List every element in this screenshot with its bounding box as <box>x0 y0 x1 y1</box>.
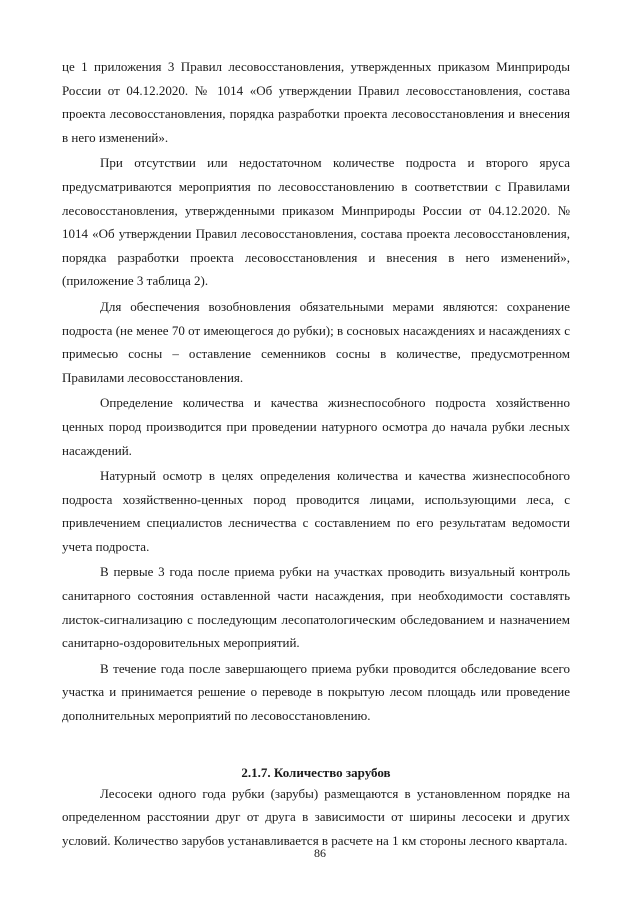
section-heading: 2.1.7. Количество зарубов <box>241 764 391 780</box>
paragraph-final-survey: В течение года после завершающего приема рубки проводится обследование всего участка и принимается решение о переводе в покрытую лесом площадь или проведение дополнительных мероприятий по лесовосстановлению. <box>62 660 570 724</box>
paragraph-reforestation-measures: При отсутствии или недостаточном количестве подроста и второго яруса предусматриваются мероприятия по лесовосстановлению в соответствии с Правилами лесовосстановления, утвержденными приказом Минприроды России от 04.12.2020. № 1014 «Об утверждении Правил лесовосстановления, состава проекта лесовосстановления, порядка разработки проекта лесовосстановления и внесения в него изменений», (приложение 3 таблица 2). <box>62 155 570 289</box>
paragraph-continuation: це 1 приложения 3 Правил лесовосстановления, утвержденных приказом Минприроды России от 04.12.2020. № 1014 «Об утверждении Правил лесовосстановления, состава проекта лесовосстановления, порядка разработки проекта лесовосстановления и внесения в него изменений». <box>62 59 570 145</box>
paragraph-mandatory-measures: Для обеспечения возобновления обязательными мерами являются: сохранение подроста (не менее 70 от имеющегося до рубки); в сосновых насаждениях и насаждениях с примесью сосны – оставление семенников сосны в количестве, предусмотренном Правилами лесовосстановления. <box>62 298 570 385</box>
paragraph-field-inspection: Натурный осмотр в целях определения количества и качества жизнеспособного подроста хозяйственно-ценных пород проводится лицами, использующими леса, с привлечением специалистов лесничества с составлением по его результатам ведомости учета подроста. <box>62 468 570 554</box>
paragraph-undergrowth-assessment: Определение количества и качества жизнеспособного подроста хозяйственно ценных пород производится при проведении натурного осмотра до начала рубки лесных насаждений. <box>62 395 570 458</box>
paragraph-visual-control: В первые 3 года после приема рубки на участках проводить визуальный контроль санитарного состояния оставленной части насаждения, при необходимости составлять листок-сигнализацию с последующим лесопатологическим обследованием и назначением санитарно-оздоровительных мероприятий. <box>62 564 570 651</box>
page-number: 86 <box>314 846 326 860</box>
section-paragraph: Лесосеки одного года рубки (зарубы) размещаются в установленном порядке на определенном расстоянии друг от друга в зависимости от ширины лесосеки и других условий. Количество зарубов устанавливается в расчете на 1 км стороны лесного квартала. <box>62 785 570 848</box>
document-page <box>62 55 570 852</box>
